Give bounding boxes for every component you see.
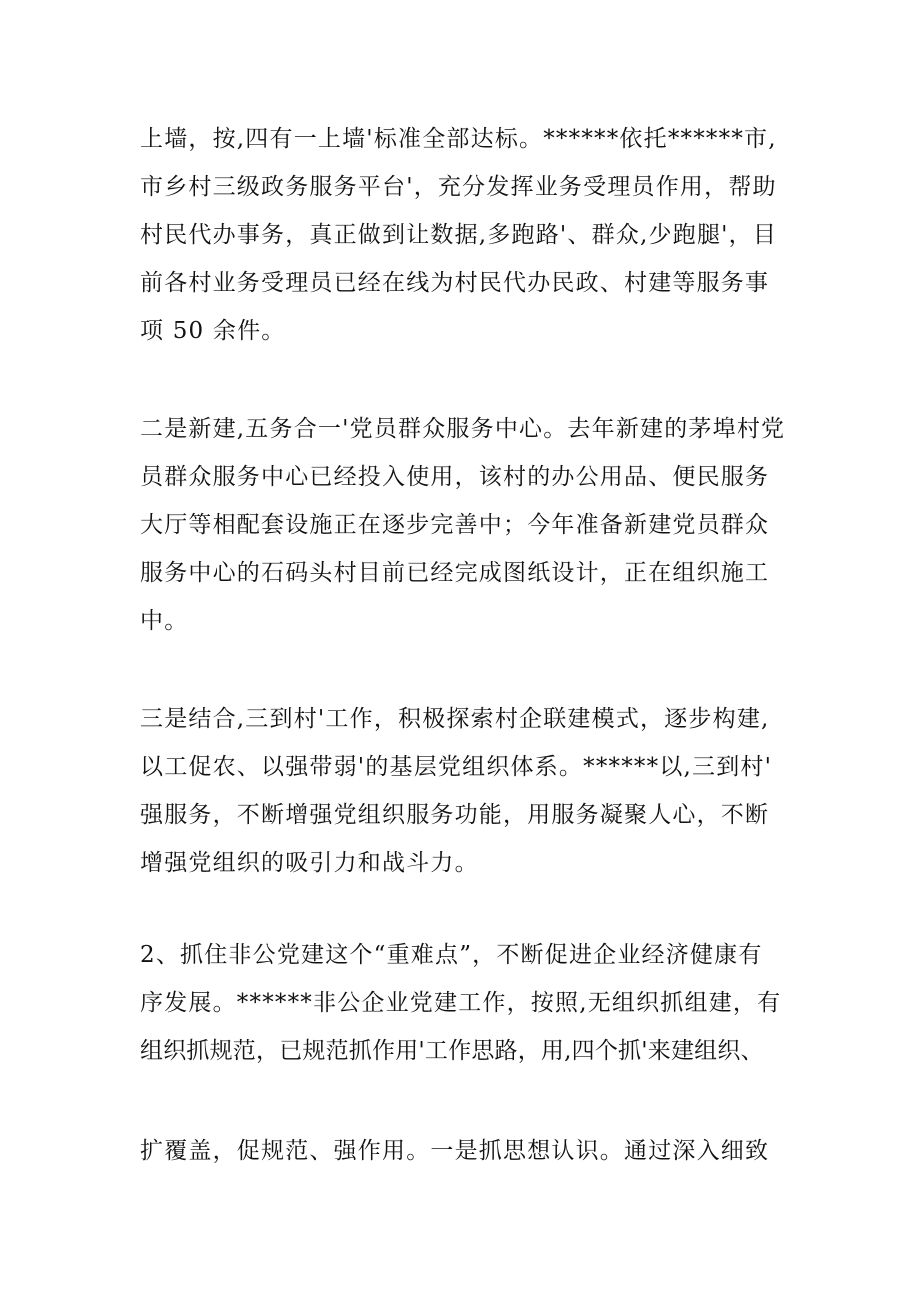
text-line: 项 50 余件。: [140, 318, 286, 344]
text-line: 强服务，不断增强党组织服务功能，用服务凝聚人心，不断: [140, 802, 770, 828]
text-line: 员群众服务中心已经投入使用，该村的办公用品、便民服务: [140, 464, 770, 490]
text-line: 序发展。******非公企业党建工作，按照,无组织抓组建，有: [140, 990, 782, 1016]
text-line: 村民代办事务，真正做到让数据,多跑路'、群众,少跑腿'，目: [140, 222, 778, 248]
text-line: 服务中心的石码头村目前已经完成图纸设计，正在组织施工: [140, 560, 770, 586]
text-line: 以工促农、以强带弱'的基层党组织体系。******以,三到村': [140, 754, 773, 780]
text-line: 大厅等相配套设施正在逐步完善中；今年准备新建党员群众: [140, 512, 770, 538]
text-line: 上墙，按,四有一上墙'标准全部达标。******依托******市,: [140, 126, 777, 152]
text-line: 扩覆盖，促规范、强作用。一是抓思想认识。通过深入细致: [140, 1138, 770, 1164]
text-line: 组织抓规范，已规范抓作用'工作思路，用,四个抓'来建组织、: [140, 1038, 764, 1064]
text-line: 前各村业务受理员已经在线为村民代办民政、村建等服务事: [140, 270, 770, 296]
text-line: 市乡村三级政务服务平台'，充分发挥业务受理员作用，帮助: [140, 174, 777, 200]
text-line: 三是结合,三到村'工作，积极探索村企联建模式，逐步构建,: [140, 706, 770, 732]
text-line: 二是新建,五务合一'党员群众服务中心。去年新建的茅埠村党: [140, 416, 786, 442]
text-line: 2、抓住非公党建这个“重难点”，不断促进企业经济健康有: [140, 942, 763, 968]
text-line: 中。: [140, 608, 189, 634]
text-line: 增强党组织的吸引力和战斗力。: [140, 850, 479, 876]
